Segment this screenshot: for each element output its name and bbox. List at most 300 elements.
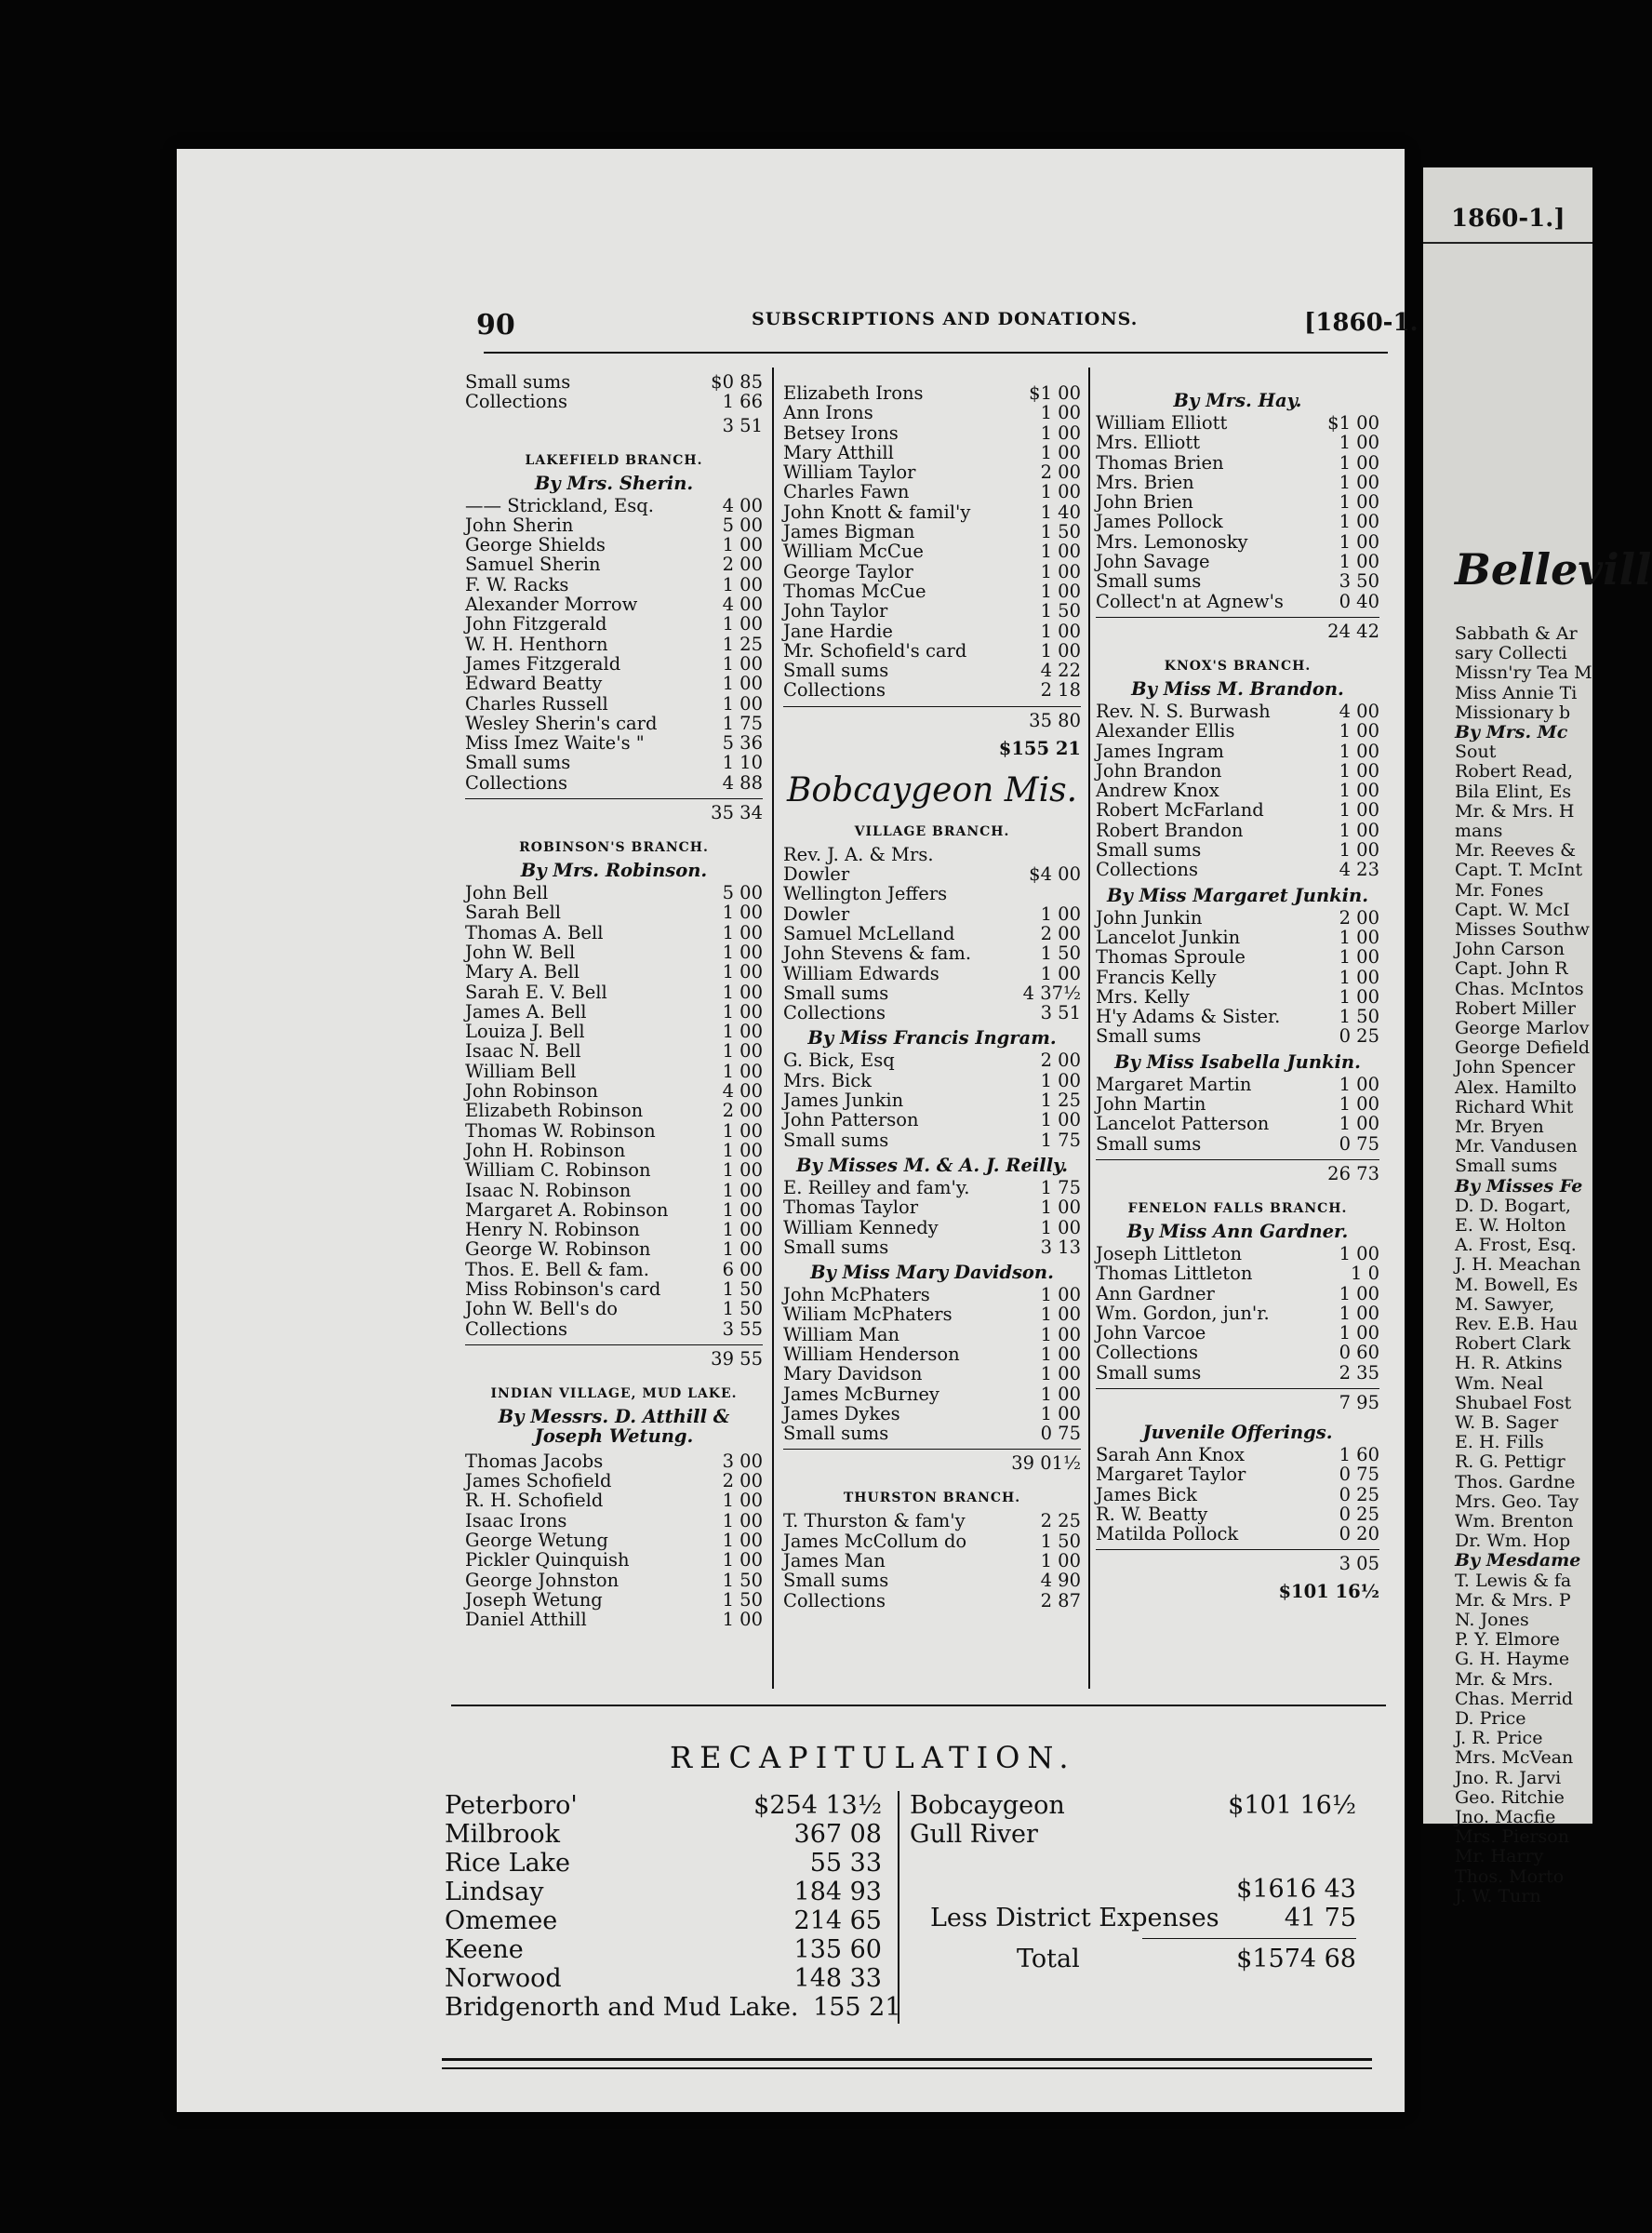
entry-amount: 1 00 <box>722 1219 763 1241</box>
entry-name: Alexander Ellis <box>1096 720 1235 742</box>
list-item <box>783 1197 1081 1217</box>
entry-name: Henry N. Robinson <box>465 1219 640 1241</box>
entry-amount: 1 00 <box>1040 1109 1081 1131</box>
list-item <box>783 680 1081 700</box>
entry-name: F. W. Racks <box>465 573 569 595</box>
list-item <box>465 962 763 982</box>
list-item <box>465 1610 763 1629</box>
recap-left-list <box>445 1791 901 2022</box>
facing-page-line: George Defield <box>1455 1037 1591 1059</box>
entry-name: George Wetung <box>465 1530 608 1552</box>
collector-byline: By Miss Isabella Junkin. <box>1114 1050 1361 1073</box>
entry-amount: 2 00 <box>1040 1050 1081 1072</box>
entry-name: Thomas Sproule <box>1096 946 1246 969</box>
entry-amount: 1 00 <box>1040 1284 1081 1306</box>
facing-page-line: Wm. Neal <box>1455 1372 1543 1394</box>
list-item <box>1096 1485 1379 1504</box>
list-item <box>465 635 763 654</box>
entry-name: Margaret A. Robinson <box>465 1198 669 1221</box>
list-item <box>783 1384 1081 1404</box>
entry-name: Milbrook <box>445 1820 560 1849</box>
entry-amount: 1 50 <box>1339 1006 1379 1028</box>
entry-amount: 1 50 <box>722 1277 763 1300</box>
list-item <box>783 582 1081 601</box>
facing-page-line: J. W. Turn <box>1455 1885 1541 1906</box>
recap-total-amount: $1574 68 <box>1236 1945 1356 1973</box>
facing-page-strip <box>1423 167 1652 1906</box>
entry-amount: $0 85 <box>711 371 763 393</box>
entry-name: Small sums <box>783 660 889 682</box>
entry-amount: 1 00 <box>722 1021 763 1043</box>
facing-page-line: H. R. Atkins <box>1455 1353 1563 1374</box>
list-item <box>783 1237 1081 1257</box>
entry-name: Isaac N. Bell <box>465 1040 581 1063</box>
collector-byline: By Mrs. Sherin. <box>534 472 694 494</box>
entry-name: John Brandon <box>1096 759 1222 782</box>
entry-amount: 1 00 <box>1339 1093 1379 1116</box>
entry-name: William C. Robinson <box>465 1159 651 1182</box>
entry-name: Small sums <box>783 1423 889 1445</box>
entry-amount: 1 00 <box>1339 720 1379 742</box>
entry-name: Thos. E. Bell & fam. <box>465 1258 649 1280</box>
entry-name: George W. Robinson <box>465 1238 651 1261</box>
entry-name: Gull River <box>910 1820 1038 1849</box>
list-item <box>465 1299 763 1318</box>
entry-amount: $1 00 <box>1327 412 1379 434</box>
list-item <box>1096 1363 1379 1383</box>
entry-amount: 1 00 <box>1040 1402 1081 1424</box>
entry-name: George Johnston <box>465 1569 620 1591</box>
entry-amount: 1 00 <box>722 961 763 983</box>
entry-amount: 4 90 <box>1040 1570 1081 1592</box>
entry-amount: 214 65 <box>793 1906 882 1935</box>
entry-name: Isaac N. Robinson <box>465 1179 632 1201</box>
entry-name: Matilda Pollock <box>1096 1523 1239 1545</box>
list-item <box>465 1101 763 1120</box>
entry-name: Small sums <box>783 982 889 1004</box>
list-item <box>783 884 1081 903</box>
entry-name: Lancelot Patterson <box>1096 1113 1270 1135</box>
entry-amount: 4 00 <box>1339 700 1379 722</box>
entry-amount: 1 00 <box>1040 1197 1081 1219</box>
entry-amount: $4 00 <box>1029 863 1081 886</box>
entry-amount: $1 00 <box>1029 382 1081 404</box>
facing-page-line: Dr. Wm. Hop <box>1455 1531 1571 1552</box>
list-item <box>465 654 763 674</box>
entry-amount: 3 50 <box>1339 570 1379 593</box>
entry-amount: 148 33 <box>793 1964 882 1993</box>
entry-name: Mrs. Kelly <box>1096 985 1190 1008</box>
list-item <box>445 1935 882 1964</box>
column-2 <box>783 383 1081 1611</box>
header-rule <box>484 352 1388 354</box>
entry-name: John Savage <box>1096 551 1210 573</box>
entry-amount: 1 40 <box>1040 501 1081 523</box>
list-item <box>465 614 763 634</box>
list-item <box>1096 1244 1379 1264</box>
entry-name: Dowler <box>783 903 850 925</box>
entry-amount: 2 35 <box>1339 1361 1379 1384</box>
entry-name: Rev. N. S. Burwash <box>1096 700 1271 722</box>
entry-name: James A. Bell <box>465 1000 587 1023</box>
facing-page-line: M. Sawyer, <box>1455 1293 1555 1315</box>
facing-page-line: George Marlov <box>1455 1018 1590 1038</box>
entry-name: Collections <box>465 1317 567 1340</box>
facing-page-line: John Carson <box>1455 939 1565 960</box>
facing-page-line: R. G. Pettigr <box>1455 1451 1565 1473</box>
facing-page-line: Mr. Harry <box>1455 1846 1544 1867</box>
list-item <box>1096 1094 1379 1114</box>
list-item <box>465 1511 763 1531</box>
entry-name: John Bell <box>465 882 549 904</box>
recap-sum: $1616 43 <box>1236 1875 1356 1904</box>
list-item <box>783 864 1081 884</box>
list-item <box>1096 968 1379 987</box>
entry-name: Mrs. Lemonosky <box>1096 530 1248 553</box>
entry-amount: 2 00 <box>722 554 763 576</box>
facing-page-line: N. Jones <box>1455 1610 1529 1630</box>
subtotal: 3 51 <box>722 414 763 436</box>
entry-name: James Dykes <box>783 1402 900 1424</box>
recap-title: RECAPITULATION. <box>670 1740 1076 1775</box>
list-item <box>465 392 763 411</box>
entry-amount: 1 00 <box>1339 1073 1379 1095</box>
entry-name: James Junkin <box>783 1090 904 1112</box>
entry-name: W. H. Henthorn <box>465 633 608 655</box>
list-item <box>1096 1075 1379 1094</box>
collector-byline: By Miss Mary Davidson. <box>810 1262 1054 1284</box>
entry-amount: 0 40 <box>1339 590 1379 612</box>
recap-less-row <box>910 1904 1356 1932</box>
entry-name: Francis Kelly <box>1096 966 1217 988</box>
list-item <box>783 1364 1081 1384</box>
facing-page-line: mans <box>1455 821 1503 841</box>
facing-page-line: Rev. E.B. Hau <box>1455 1314 1579 1334</box>
entry-amount: 1 00 <box>722 921 763 943</box>
list-item <box>1096 702 1379 721</box>
entry-amount: 1 00 <box>1040 402 1081 424</box>
facing-page-line: Thos. Morto <box>1455 1865 1565 1887</box>
entry-name: R. W. Beatty <box>1096 1503 1208 1525</box>
list-item <box>465 1531 763 1550</box>
entry-name: Small sums <box>1096 1361 1202 1384</box>
entry-amount: 1 00 <box>1040 1323 1081 1345</box>
entry-amount: 2 25 <box>1040 1510 1081 1532</box>
entry-amount: 1 00 <box>1339 432 1379 454</box>
entry-amount: 135 60 <box>793 1935 882 1964</box>
facing-page-line: Capt. W. McI <box>1455 899 1570 920</box>
list-item <box>783 964 1081 983</box>
facing-page-line: Mr. Bryen <box>1455 1116 1544 1137</box>
list-item <box>783 542 1081 561</box>
entry-amount: 1 00 <box>1040 441 1081 463</box>
entry-name: Daniel Atthill <box>465 1609 587 1631</box>
list-item <box>910 1791 1356 1820</box>
list-item <box>1096 1524 1379 1544</box>
entry-amount: 1 00 <box>722 1549 763 1571</box>
list-item <box>1096 1284 1379 1304</box>
entry-amount: 1 00 <box>722 1119 763 1142</box>
entry-name: Robert McFarland <box>1096 799 1264 822</box>
entry-name: James Bick <box>1096 1483 1197 1505</box>
list-item <box>1096 860 1379 879</box>
facing-page-line: Robert Clark <box>1455 1333 1571 1355</box>
collector-byline: By Messrs. D. Atthill & Joseph Wetung. <box>498 1405 730 1448</box>
entry-name: George Shields <box>465 534 606 556</box>
entry-amount: 3 55 <box>722 1317 763 1340</box>
list-item <box>465 1260 763 1279</box>
entry-name: William Edwards <box>783 962 939 984</box>
list-item <box>465 1141 763 1160</box>
entry-name: Alexander Morrow <box>465 594 638 616</box>
list-item <box>783 943 1081 963</box>
facing-page-line: John Spencer <box>1455 1057 1576 1078</box>
entry-amount: 5 00 <box>722 514 763 536</box>
entry-name: William Elliott <box>1096 412 1228 434</box>
entry-amount: 1 66 <box>722 391 763 413</box>
entry-amount: 1 00 <box>722 1238 763 1261</box>
list-item <box>465 496 763 515</box>
facing-page-line: A. Frost, Esq. <box>1455 1235 1577 1256</box>
list-item <box>1096 1007 1379 1026</box>
list-item <box>1096 761 1379 781</box>
list-item <box>783 1130 1081 1150</box>
recap-divider <box>898 1791 899 2024</box>
page-title: SUBSCRIPTIONS AND DONATIONS. <box>752 309 1139 329</box>
facing-page-line: Alex. Hamilto <box>1455 1076 1577 1098</box>
branch-title: FENELON FALLS BRANCH. <box>1127 1200 1348 1216</box>
entry-name: Thomas A. Bell <box>465 921 604 943</box>
facing-page-line: D. D. Bogart, <box>1455 1195 1571 1216</box>
entry-amount: 0 20 <box>1339 1523 1379 1545</box>
entry-name: Elizabeth Robinson <box>465 1100 644 1122</box>
list-item <box>783 1218 1081 1237</box>
list-item <box>783 601 1081 621</box>
list-item <box>465 1160 763 1180</box>
collector-byline: By Miss M. Brandon. <box>1131 677 1344 700</box>
facing-page-line: Mr. & Mrs. <box>1455 1668 1553 1690</box>
entry-amount: 1 00 <box>722 902 763 924</box>
entry-name: William Bell <box>465 1060 577 1082</box>
entry-amount: 0 75 <box>1339 1464 1379 1486</box>
entry-amount: 1 00 <box>722 981 763 1003</box>
bottom-rule-1 <box>442 2058 1372 2061</box>
branch-total: 24 42 <box>1096 617 1379 646</box>
entry-name: Small sums <box>1096 839 1202 862</box>
entry-amount: 0 60 <box>1339 1342 1379 1364</box>
entry-amount: 1 00 <box>1040 1304 1081 1326</box>
list-item <box>465 515 763 535</box>
entry-name: William Henderson <box>783 1343 960 1365</box>
list-item <box>783 1110 1081 1130</box>
recap-total-rule <box>1142 1938 1356 1939</box>
list-item <box>783 383 1081 403</box>
entry-amount: 1 25 <box>1040 1090 1081 1112</box>
entry-amount: 1 00 <box>1339 491 1379 514</box>
entry-amount: 1 00 <box>1339 780 1379 802</box>
entry-amount: 367 08 <box>793 1820 882 1849</box>
entry-amount <box>1014 884 1081 903</box>
entry-amount: 1 00 <box>1339 819 1379 841</box>
facing-page-line: Wm. Brenton <box>1455 1511 1574 1531</box>
entry-amount: 1 00 <box>1040 541 1081 563</box>
list-item <box>465 1590 763 1610</box>
entry-name: Small sums <box>1096 1132 1202 1155</box>
facing-page-line: Mr. Vandusen <box>1455 1136 1578 1157</box>
entry-name: Wiliam McPhaters <box>783 1304 953 1326</box>
entry-name: George Taylor <box>783 560 913 582</box>
entry-amount: 0 25 <box>1339 1483 1379 1505</box>
entry-amount: 1 00 <box>722 652 763 675</box>
entry-amount: 1 00 <box>722 941 763 963</box>
list-item <box>465 1181 763 1200</box>
entry-amount: 1 00 <box>1339 926 1379 948</box>
entry-name: James Bigman <box>783 521 915 543</box>
list-item <box>1096 840 1379 860</box>
list-item <box>465 1451 763 1471</box>
list-item <box>1096 453 1379 473</box>
entry-name: Ann Gardner <box>1096 1282 1215 1304</box>
facing-page-line: By Misses Fe <box>1455 1175 1583 1197</box>
list-item <box>465 1062 763 1081</box>
facing-page-line: T. Lewis & fa <box>1455 1570 1572 1591</box>
entry-amount: 2 18 <box>1040 679 1081 702</box>
list-item <box>465 1279 763 1299</box>
list-item <box>1096 532 1379 552</box>
entry-name: Andrew Knox <box>1096 780 1219 802</box>
entry-name: William Kennedy <box>783 1216 939 1238</box>
entry-name: Thomas Brien <box>1096 451 1224 474</box>
entry-name: Pickler Quinquish <box>465 1549 630 1571</box>
recap-total-row <box>910 1945 1356 1973</box>
entry-name: Joseph Littleton <box>1096 1242 1243 1264</box>
entry-name: James Man <box>783 1550 886 1572</box>
list-item <box>1096 781 1379 800</box>
entry-name: Thomas W. Robinson <box>465 1119 656 1142</box>
entry-amount: 1 00 <box>1339 799 1379 822</box>
list-item <box>783 845 1081 864</box>
entry-name: Elizabeth Irons <box>783 382 924 404</box>
branch-total: 39 55 <box>465 1344 763 1373</box>
entry-amount: 1 60 <box>1339 1443 1379 1465</box>
list-item <box>445 1964 882 1993</box>
entry-amount: 1 00 <box>722 1139 763 1161</box>
list-item <box>465 1239 763 1259</box>
facing-page-line: Mrs. Pierson <box>1455 1826 1569 1848</box>
facing-page-heading: Bellevill <box>1455 544 1652 595</box>
branch-total: 26 73 <box>1096 1159 1379 1188</box>
entry-name: Rice Lake <box>445 1849 571 1878</box>
entry-amount: 1 00 <box>1040 580 1081 602</box>
entry-amount: 2 00 <box>1339 906 1379 929</box>
entry-amount: 1 50 <box>722 1298 763 1320</box>
entry-name: Sarah Ann Knox <box>1096 1443 1245 1465</box>
entry-name: Mary Atthill <box>783 441 894 463</box>
list-item <box>1096 571 1379 591</box>
facing-page-line: E. W. Holton <box>1455 1215 1566 1236</box>
list-item <box>1096 742 1379 761</box>
entry-name: T. Thurston & fam'y <box>783 1510 966 1532</box>
entry-name: John Martin <box>1096 1093 1206 1116</box>
facing-page-line: Missionary b <box>1455 702 1571 723</box>
entry-amount: 1 50 <box>1040 600 1081 622</box>
recap-top-rule <box>451 1705 1386 1706</box>
entry-name: John Sherin <box>465 514 574 536</box>
entry-name: Charles Russell <box>465 692 608 715</box>
column-rule-2 <box>1088 368 1090 1689</box>
facing-page-line: Missn'ry Tea M <box>1455 662 1592 684</box>
list-item <box>1096 1134 1379 1154</box>
entry-name: Peterboro' <box>445 1791 578 1820</box>
entry-amount: 0 25 <box>1339 1025 1379 1048</box>
list-item <box>465 694 763 714</box>
entry-name: John Varcoe <box>1096 1322 1206 1344</box>
entry-name: Isaac Irons <box>465 1509 567 1531</box>
entry-amount: 4 00 <box>722 594 763 616</box>
entry-amount: 2 00 <box>722 1470 763 1492</box>
entry-name: Small sums <box>783 1570 889 1592</box>
list-item <box>465 923 763 943</box>
entry-name: Small sums <box>1096 1025 1202 1048</box>
list-item <box>783 1424 1081 1443</box>
entry-name: William McCue <box>783 541 924 563</box>
entry-amount: 1 00 <box>1040 1363 1081 1385</box>
entry-name: Mrs. Elliott <box>1096 432 1201 454</box>
list-item <box>465 674 763 693</box>
list-item <box>1096 1445 1379 1464</box>
entry-name: Mary Davidson <box>783 1363 923 1385</box>
entry-amount: 1 00 <box>1339 740 1379 762</box>
list-item <box>1096 1343 1379 1362</box>
facing-page-line: Robert Miller <box>1455 997 1576 1019</box>
entry-name: Miss Imez Waite's " <box>465 732 645 755</box>
entry-amount: 1 00 <box>1339 1282 1379 1304</box>
list-item <box>1096 552 1379 571</box>
entry-amount: 1 00 <box>1339 1322 1379 1344</box>
entry-amount: 1 00 <box>722 1198 763 1221</box>
entry-name: Louiza J. Bell <box>465 1021 585 1043</box>
entry-amount: 1 00 <box>1040 639 1081 662</box>
list-item <box>783 1090 1081 1110</box>
page-year: [1860-1. <box>1304 309 1419 337</box>
entry-amount: 1 00 <box>1040 962 1081 984</box>
facing-page-year: 1860-1.] <box>1451 205 1565 233</box>
entry-amount: 4 22 <box>1040 660 1081 682</box>
entry-name: John W. Bell <box>465 941 576 963</box>
list-item <box>783 462 1081 482</box>
list-item <box>465 773 763 793</box>
entry-name: William Taylor <box>783 461 916 484</box>
facing-page-line: P. Y. Elmore <box>1455 1629 1560 1651</box>
list-item <box>783 1050 1081 1070</box>
list-item <box>783 1511 1081 1531</box>
entry-amount: 1 00 <box>722 1000 763 1023</box>
collector-byline: By Miss Francis Ingram. <box>807 1027 1057 1050</box>
entry-name: Wesley Sherin's card <box>465 712 658 734</box>
entry-amount: 1 00 <box>1339 451 1379 474</box>
list-item <box>465 903 763 922</box>
entry-amount: 0 75 <box>1040 1423 1081 1445</box>
entry-amount: 1 00 <box>1339 1302 1379 1324</box>
entry-amount: 1 00 <box>1040 1343 1081 1365</box>
list-item <box>783 403 1081 422</box>
list-item <box>783 522 1081 542</box>
entry-amount: 1 00 <box>1040 560 1081 582</box>
list-item <box>465 575 763 595</box>
list-item <box>1096 821 1379 840</box>
entry-name: John H. Robinson <box>465 1139 626 1161</box>
facing-page-line: Jno. Macfie <box>1455 1807 1556 1827</box>
